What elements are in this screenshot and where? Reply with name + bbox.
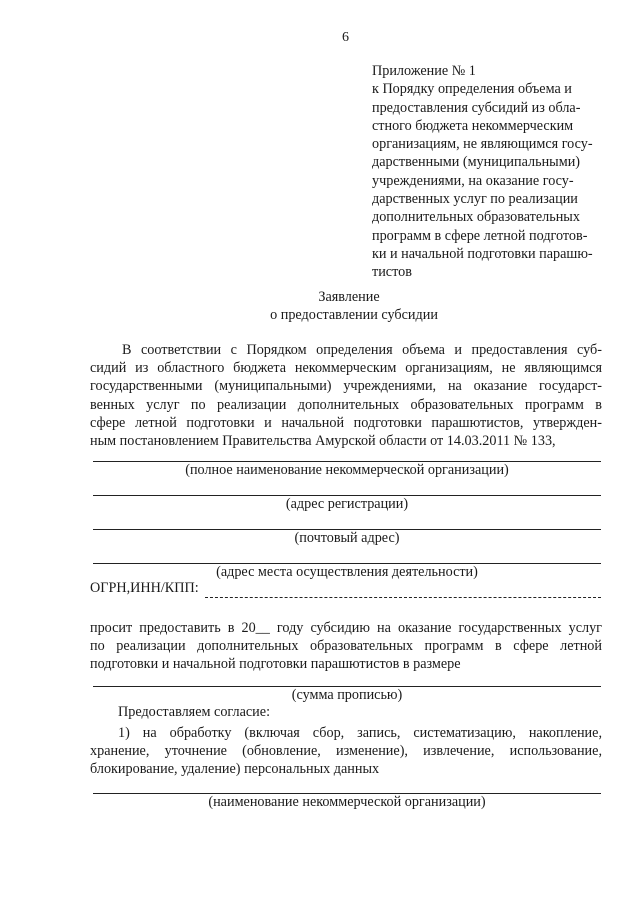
intro-line: сфере летной подготовки и начальной подготовки парашютистов, утвержден- [90, 414, 602, 431]
consent-line: хранение, уточнение (обновление, изменение), извлечение, использование, [90, 743, 602, 760]
appendix-line: организациям, не являющимся госу- [372, 136, 593, 153]
page-number: 6 [342, 30, 349, 45]
activity-address-caption: (адрес места осуществления деятельности) [216, 564, 478, 580]
title-line-2: о предоставлении субсидии [270, 307, 438, 323]
appendix-line: программ в сфере летной подготов- [372, 227, 588, 244]
intro-line: ным постановлением Правительства Амурской области от 14.03.2011 № 133, [90, 433, 556, 450]
appendix-line: учреждениями, на оказание госу- [372, 172, 574, 189]
intro-line: государственными (муниципальными) учреждениями, на оказание государст- [90, 378, 602, 395]
org-name-caption: (полное наименование некоммерческой организации) [185, 462, 509, 478]
appendix-line: предоставления субсидий из обла- [372, 99, 581, 116]
appendix-line: дарственными (муниципальными) [372, 154, 581, 171]
title-line-1: Заявление [318, 289, 380, 305]
request-paragraph [90, 619, 602, 674]
appendix-header [372, 62, 612, 282]
consent-line: 1) на обработку (включая сбор, запись, систематизацию, накопление, [118, 725, 602, 741]
intro-line: В соответствии с Порядком определения объема и предоставления суб- [122, 342, 602, 358]
ogrn-field-line[interactable] [205, 597, 601, 598]
appendix-line: Приложение № 1 [372, 63, 476, 79]
org-name-short-caption: (наименование некоммерческой организации) [208, 794, 486, 810]
amount-caption: (сумма прописью) [291, 687, 403, 703]
request-line: по реализации дополнительных образовательных программ в сфере летной [90, 638, 602, 655]
intro-paragraph [90, 341, 602, 450]
appendix-line: дарственных услуг по реализации [372, 191, 578, 208]
intro-line: венных услуг по реализации дополнительных образовательных программ в [90, 396, 602, 413]
appendix-line: ки и начальной подготовки парашю- [372, 245, 593, 262]
postal-address-caption: (почтовый адрес) [294, 530, 400, 546]
document-title [0, 288, 640, 324]
consent-line: блокирование, удаление) персональных данных [90, 761, 380, 778]
request-line: просит предоставить в 20__ году субсидию на оказание государственных услуг [90, 620, 602, 636]
appendix-line: стного бюджета некоммерческим [372, 117, 574, 134]
request-line: подготовки и начальной подготовки парашютистов в размере [90, 656, 461, 673]
appendix-line: дополнительных образовательных [372, 209, 580, 226]
appendix-line: к Порядку определения объема и [372, 81, 572, 98]
consent-heading: Предоставляем согласие: [118, 704, 271, 720]
intro-line: сидий из областного бюджета некоммерческим организациям, не являющимся [90, 360, 602, 377]
reg-address-caption: (адрес регистрации) [285, 496, 409, 512]
appendix-line: тистов [372, 264, 412, 281]
ogrn-label: ОГРН,ИНН/КПП: [90, 580, 199, 596]
consent-item [90, 724, 602, 779]
